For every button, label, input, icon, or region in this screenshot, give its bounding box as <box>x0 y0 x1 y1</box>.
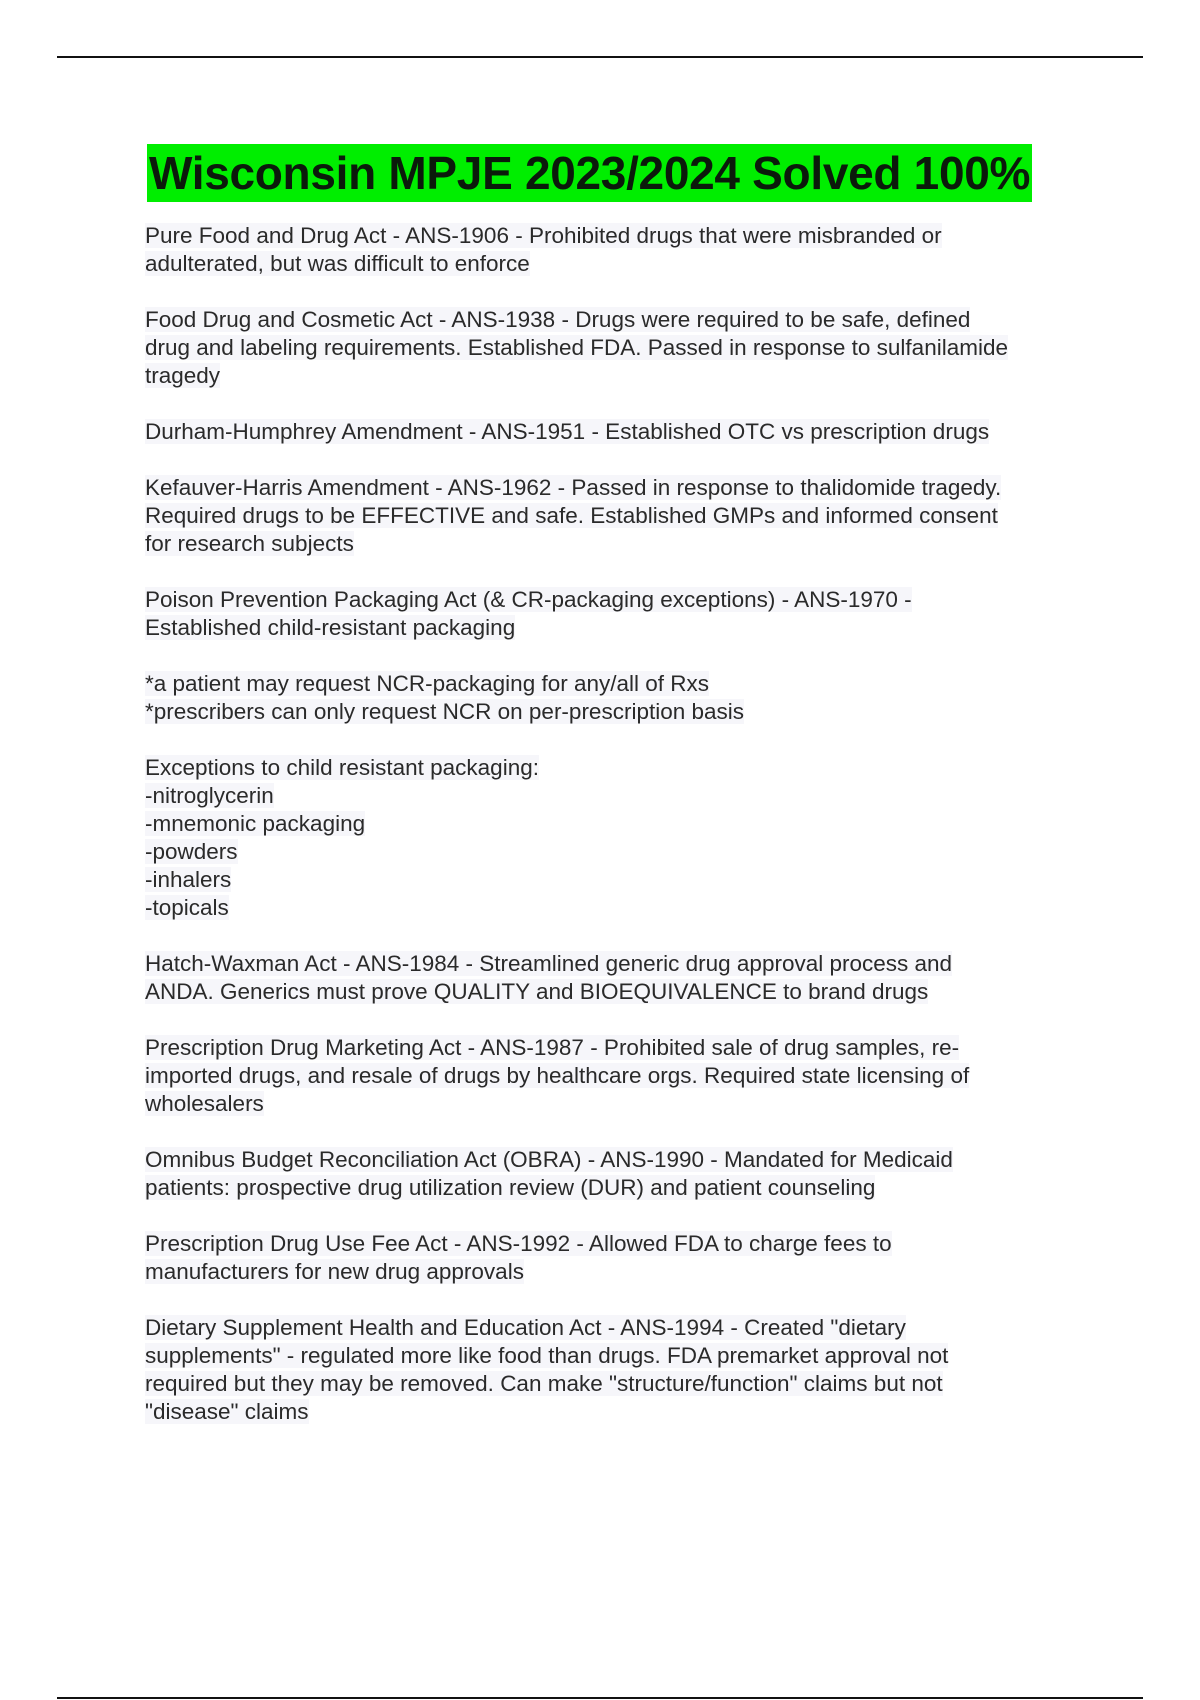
qa-entry <box>145 754 1085 922</box>
entry-line-text: Poison Prevention Packaging Act (& CR-packaging exceptions) - ANS-1970 - <box>145 587 912 612</box>
top-rule <box>57 56 1143 58</box>
entry-line <box>145 866 1085 894</box>
entry-line-text: Prescription Drug Marketing Act - ANS-1987 - Prohibited sale of drug samples, re- <box>145 1035 960 1060</box>
qa-entry <box>145 474 1085 558</box>
entry-line-text: Exceptions to child resistant packaging: <box>145 755 539 780</box>
entry-line <box>145 1314 1085 1342</box>
entry-line <box>145 334 1085 362</box>
entry-line-text: Omnibus Budget Reconciliation Act (OBRA) - ANS-1990 - Mandated for Medicaid <box>145 1147 953 1172</box>
qa-entry <box>145 670 1085 726</box>
entry-line-text: -inhalers <box>145 867 232 892</box>
entry-line <box>145 978 1085 1006</box>
entry-line-text: Established child-resistant packaging <box>145 615 516 640</box>
qa-entry <box>145 1146 1085 1202</box>
entry-line-text: Dietary Supplement Health and Education Act - ANS-1994 - Created "dietary <box>145 1315 906 1340</box>
page-title: Wisconsin MPJE 2023/2024 Solved 100% <box>147 144 1032 202</box>
qa-entry <box>145 222 1085 278</box>
entry-line-text: manufacturers for new drug approvals <box>145 1259 524 1284</box>
entry-line-text: for research subjects <box>145 531 354 556</box>
entry-line-text: -mnemonic packaging <box>145 811 366 836</box>
entry-line-text: Durham-Humphrey Amendment - ANS-1951 - Established OTC vs prescription drugs <box>145 419 990 444</box>
entry-line-text: *prescribers can only request NCR on per-prescription basis <box>145 699 745 724</box>
entry-line-text: required but they may be removed. Can make "structure/function" claims but not <box>145 1371 943 1396</box>
entry-line-text: *a patient may request NCR-packaging for any/all of Rxs <box>145 671 710 696</box>
entry-line-text: drug and labeling requirements. Established FDA. Passed in response to sulfanilamide <box>145 335 1008 360</box>
entry-line <box>145 1370 1085 1398</box>
entry-line <box>145 1398 1085 1426</box>
qa-entry <box>145 586 1085 642</box>
entry-line-text: -topicals <box>145 895 229 920</box>
qa-entry <box>145 1314 1085 1426</box>
entry-line <box>145 894 1085 922</box>
entry-line <box>145 1090 1085 1118</box>
entry-line-text: supplements" - regulated more like food than drugs. FDA premarket approval not <box>145 1343 949 1368</box>
entry-line-text: -powders <box>145 839 238 864</box>
entry-line <box>145 474 1085 502</box>
entry-line <box>145 810 1085 838</box>
qa-entry <box>145 950 1085 1006</box>
entry-line <box>145 418 1085 446</box>
entry-line <box>145 1146 1085 1174</box>
qa-entry <box>145 1230 1085 1286</box>
entry-line-text: tragedy <box>145 363 221 388</box>
entry-line <box>145 502 1085 530</box>
entry-line <box>145 1230 1085 1258</box>
qa-entry <box>145 418 1085 446</box>
entry-line-text: wholesalers <box>145 1091 264 1116</box>
entry-line-text: Food Drug and Cosmetic Act - ANS-1938 - Drugs were required to be safe, defined <box>145 307 971 332</box>
entries-list <box>145 222 1085 1426</box>
entry-line-text: Prescription Drug Use Fee Act - ANS-1992 - Allowed FDA to charge fees to <box>145 1231 892 1256</box>
entry-line <box>145 222 1085 250</box>
entry-line <box>145 250 1085 278</box>
bottom-rule <box>57 1697 1143 1699</box>
entry-line <box>145 1174 1085 1202</box>
entry-line-text: patients: prospective drug utilization review (DUR) and patient counseling <box>145 1175 876 1200</box>
entry-line <box>145 306 1085 334</box>
entry-line-text: -nitroglycerin <box>145 783 274 808</box>
title-wrapper <box>145 144 1034 202</box>
qa-entry <box>145 306 1085 390</box>
entry-line <box>145 530 1085 558</box>
entry-line-text: Hatch-Waxman Act - ANS-1984 - Streamlined generic drug approval process and <box>145 951 953 976</box>
entry-line <box>145 614 1085 642</box>
entry-line <box>145 838 1085 866</box>
entry-line <box>145 586 1085 614</box>
entry-line <box>145 754 1085 782</box>
entry-line <box>145 1034 1085 1062</box>
qa-entry <box>145 1034 1085 1118</box>
entry-line <box>145 1258 1085 1286</box>
entry-line-text: imported drugs, and resale of drugs by healthcare orgs. Required state licensing of <box>145 1063 970 1088</box>
entry-line <box>145 698 1085 726</box>
entry-line-text: ANDA. Generics must prove QUALITY and BIOEQUIVALENCE to brand drugs <box>145 979 929 1004</box>
entry-line <box>145 362 1085 390</box>
entry-line <box>145 1342 1085 1370</box>
entry-line <box>145 950 1085 978</box>
entry-line <box>145 1062 1085 1090</box>
entry-line-text: Pure Food and Drug Act - ANS-1906 - Prohibited drugs that were misbranded or <box>145 223 942 248</box>
entry-line-text: Kefauver-Harris Amendment - ANS-1962 - Passed in response to thalidomide tragedy. <box>145 475 1002 500</box>
entry-line-text: "disease" claims <box>145 1399 309 1424</box>
entry-line <box>145 782 1085 810</box>
entry-line-text: adulterated, but was difficult to enforce <box>145 251 530 276</box>
entry-line-text: Required drugs to be EFFECTIVE and safe. Established GMPs and informed consent <box>145 503 998 528</box>
document-body <box>145 144 1085 1454</box>
entry-line <box>145 670 1085 698</box>
